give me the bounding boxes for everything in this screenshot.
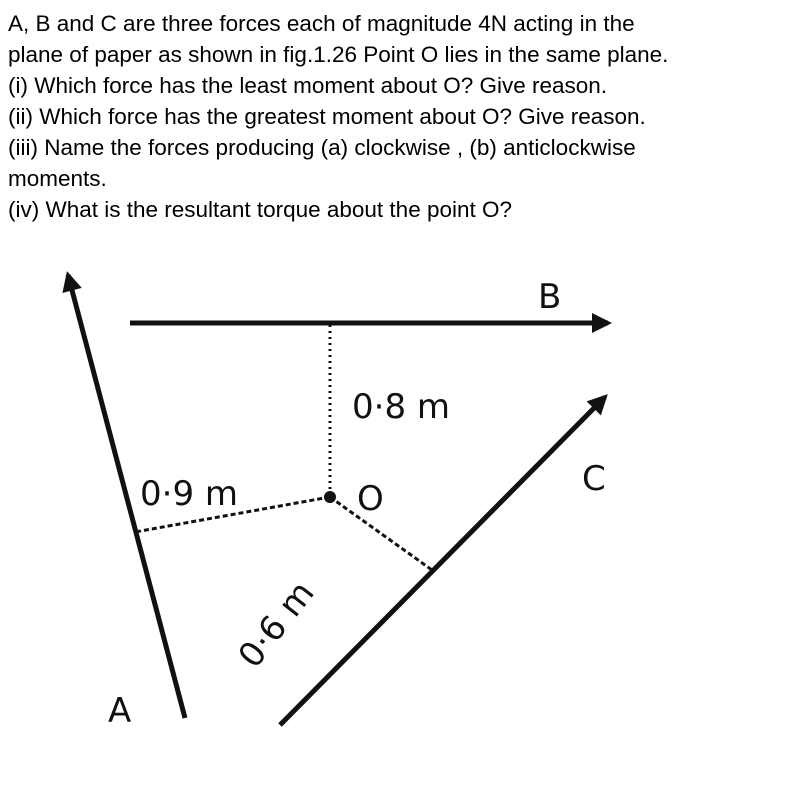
- question-line: plane of paper as shown in fig.1.26 Point O lies in the same plane.: [8, 42, 669, 67]
- question-line: moments.: [8, 166, 107, 191]
- distance-c-label: 0·6 m: [230, 573, 323, 676]
- question-line: (i) Which force has the least moment about O? Give reason.: [8, 73, 608, 98]
- label-c: C: [582, 459, 606, 499]
- question-line: (ii) Which force has the greatest moment about O? Give reason.: [8, 104, 646, 129]
- distance-a-label: 0·9 m: [140, 474, 238, 514]
- question-line: (iii) Name the forces producing (a) clockwise , (b) anticlockwise: [8, 135, 636, 160]
- label-a: A: [108, 691, 132, 731]
- question-line: (iv) What is the resultant torque about the point O?: [8, 197, 513, 222]
- label-o: O: [357, 479, 384, 519]
- question-line: A, B and C are three forces each of magnitude 4N acting in the: [8, 11, 635, 36]
- point-o: [324, 491, 336, 503]
- distance-b-label: 0·8 m: [352, 387, 450, 427]
- label-b: B: [538, 277, 562, 317]
